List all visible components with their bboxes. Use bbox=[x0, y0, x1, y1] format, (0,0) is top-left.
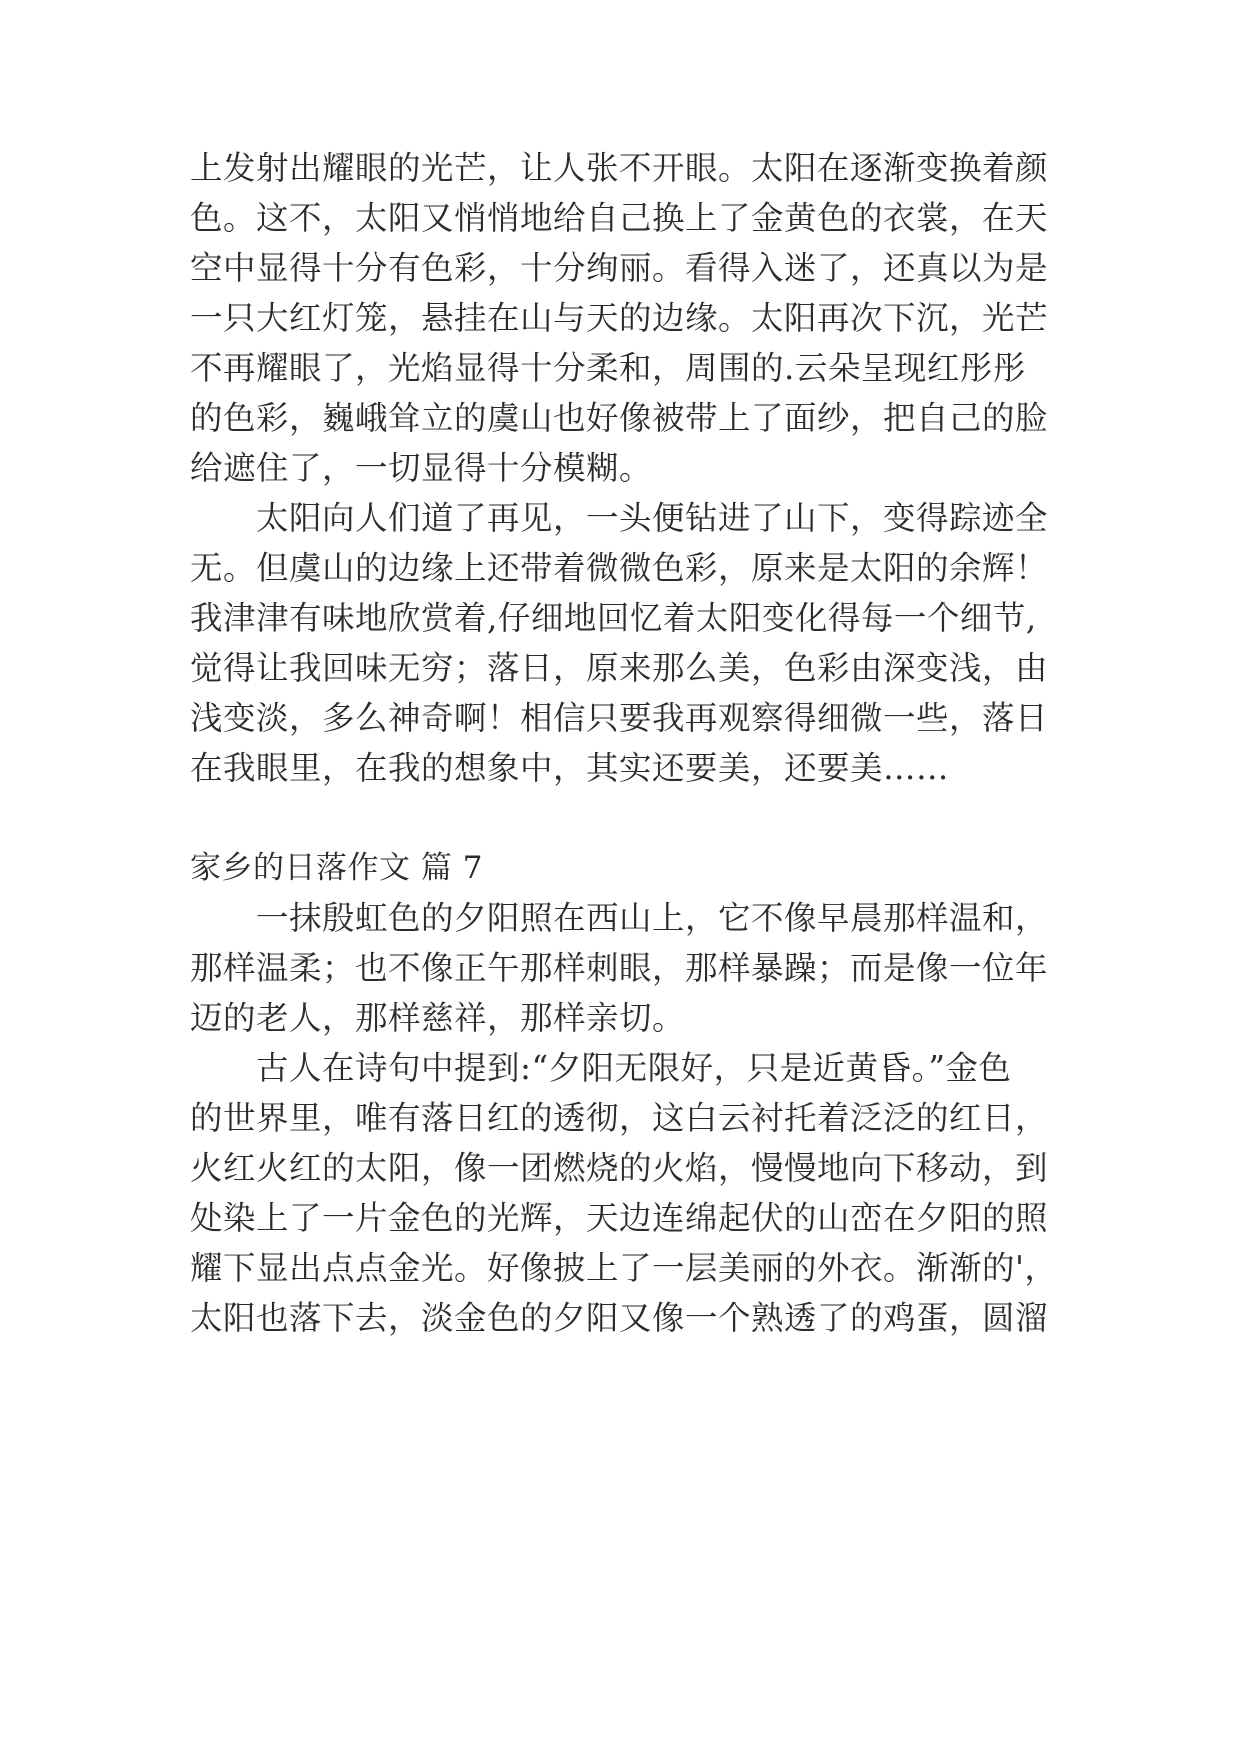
paragraph-line: 的色彩，巍峨耸立的虞山也好像被带上了面纱，把自己的脸 bbox=[190, 399, 1049, 437]
paragraph-line: 空中显得十分有色彩，十分绚丽。看得入迷了，还真以为是 bbox=[190, 249, 1049, 287]
paragraph-line: 的世界里，唯有落日红的透彻，这白云衬托着泛泛的红日， bbox=[190, 1099, 1049, 1137]
paragraph-line: 耀下显出点点金光。好像披上了一层美丽的外衣。渐渐的'， bbox=[190, 1249, 1058, 1287]
paragraph-line: 一抹殷虹色的夕阳照在西山上，它不像早晨那样温和， bbox=[190, 899, 1049, 937]
paragraph-line: 浅变淡，多么神奇啊！相信只要我再观察得细微一些，落日 bbox=[190, 699, 1049, 737]
paragraph-line: 太阳也落下去，淡金色的夕阳又像一个熟透了的鸡蛋，圆溜 bbox=[190, 1299, 1049, 1337]
paragraph-line: 在我眼里，在我的想象中，其实还要美，还要美…… bbox=[190, 749, 950, 787]
paragraph-line: 给遮住了，一切显得十分模糊。 bbox=[190, 449, 653, 487]
paragraph-line: 色。这不，太阳又悄悄地给自己换上了金黄色的衣裳，在天 bbox=[190, 199, 1049, 237]
paragraph-line: 那样温柔；也不像正午那样刺眼，那样暴躁；而是像一位年 bbox=[190, 949, 1049, 987]
paragraph-line: 无。但虞山的边缘上还带着微微色彩，原来是太阳的余辉！ bbox=[190, 549, 1049, 587]
paragraph-line: 迈的老人，那样慈祥，那样亲切。 bbox=[190, 999, 686, 1037]
paragraph-line: 太阳向人们道了再见，一头便钻进了山下，变得踪迹全 bbox=[190, 499, 1049, 537]
paragraph-line: 处染上了一片金色的光辉，天边连绵起伏的山峦在夕阳的照 bbox=[190, 1199, 1049, 1237]
paragraph-line: 不再耀眼了，光焰显得十分柔和，周围的.云朵呈现红彤彤 bbox=[190, 349, 1026, 387]
paragraph-line: 古人在诗句中提到:“夕阳无限好，只是近黄昏。”金色 bbox=[190, 1049, 1012, 1087]
paragraph-line: 一只大红灯笼，悬挂在山与天的边缘。太阳再次下沉，光芒 bbox=[190, 299, 1049, 337]
paragraph-line: 上发射出耀眼的光芒，让人张不开眼。太阳在逐渐变换着颜 bbox=[190, 149, 1049, 187]
section-heading: 家乡的日落作文 篇 7 bbox=[190, 850, 483, 886]
paragraph-line: 我津津有味地欣赏着,仔细地回忆着太阳变化得每一个细节, bbox=[190, 599, 1037, 637]
paragraph-line: 觉得让我回味无穷；落日，原来那么美，色彩由深变浅，由 bbox=[190, 649, 1049, 687]
paragraph-line: 火红火红的太阳，像一团燃烧的火焰，慢慢地向下移动，到 bbox=[190, 1149, 1049, 1187]
